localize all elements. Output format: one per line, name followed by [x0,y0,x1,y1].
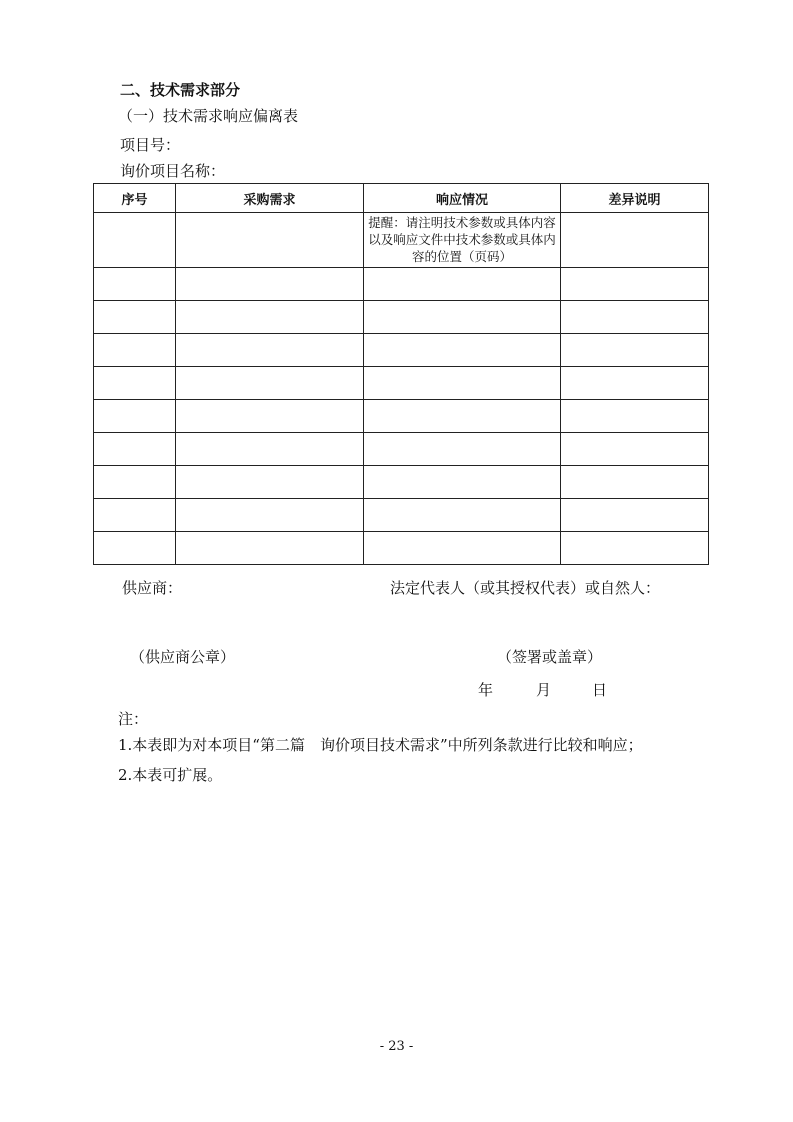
table-cell [561,268,709,301]
table-cell [176,213,364,268]
table-cell [364,268,561,301]
table-cell [94,499,176,532]
supplier-seal-label: （供应商公章） [130,648,236,666]
table-row [94,400,709,433]
date-year-label: 年 [478,681,494,699]
table-cell [94,400,176,433]
table-cell [561,367,709,400]
table-header-row [94,184,709,213]
supplier-label: 供应商： [122,579,183,597]
table-cell [364,466,561,499]
table-cell [94,213,176,268]
table-cell [176,532,364,565]
table-cell [561,433,709,466]
table-cell [94,367,176,400]
table-cell [561,466,709,499]
table-cell [94,433,176,466]
page-number: - 23 - [379,1039,414,1054]
legal-representative-label: 法定代表人（或其授权代表）或自然人： [390,579,661,597]
date-day-label: 日 [592,681,608,699]
table-cell [364,499,561,532]
table-cell [561,213,709,268]
section-title: 二、技术需求部分 [120,81,241,99]
table-row [94,367,709,400]
table-cell [561,334,709,367]
table-cell [561,499,709,532]
response-hint: 提醒：请注明技术参数或具体内容以及响应文件中技术参数或具体内容的位置（页码） [368,215,556,264]
table-cell [364,532,561,565]
table-cell [176,334,364,367]
table-row [94,213,709,268]
notes-title: 注： [118,710,149,728]
table-cell [364,334,561,367]
table-row [94,499,709,532]
table-cell [94,301,176,334]
date-month-label: 月 [536,681,552,699]
table-cell [561,301,709,334]
table-row [94,301,709,334]
note-item: 1.本表即为对本项目“第二篇 询价项目技术需求”中所列条款进行比较和响应； [118,736,643,754]
table-row [94,268,709,301]
table-cell [94,334,176,367]
table-row [94,433,709,466]
table-row [94,466,709,499]
header-serial-no: 序号 [94,184,176,213]
deviation-table [93,183,709,565]
table-cell [176,301,364,334]
table-cell [176,499,364,532]
table-cell [94,532,176,565]
table-title: （一）技术需求响应偏离表 [118,107,299,125]
project-number-label: 项目号： [120,136,181,154]
header-response-status: 响应情况 [364,184,561,213]
table-cell [364,433,561,466]
table-cell [364,367,561,400]
table-cell [176,466,364,499]
header-procurement-requirement: 采购需求 [176,184,364,213]
table-row [94,334,709,367]
table-cell [364,400,561,433]
header-difference-note: 差异说明 [561,184,709,213]
table-cell [176,268,364,301]
table-cell [561,400,709,433]
table-cell [94,268,176,301]
table-row [94,532,709,565]
table-cell [176,400,364,433]
table-cell [176,367,364,400]
project-name-label: 询价项目名称： [120,162,226,180]
table-cell [364,301,561,334]
sign-or-seal-label: （签署或盖章） [497,648,603,666]
table-cell [561,532,709,565]
table-cell [364,213,561,268]
note-item: 2.本表可扩展。 [118,766,223,784]
table-cell [94,466,176,499]
table-cell [176,433,364,466]
